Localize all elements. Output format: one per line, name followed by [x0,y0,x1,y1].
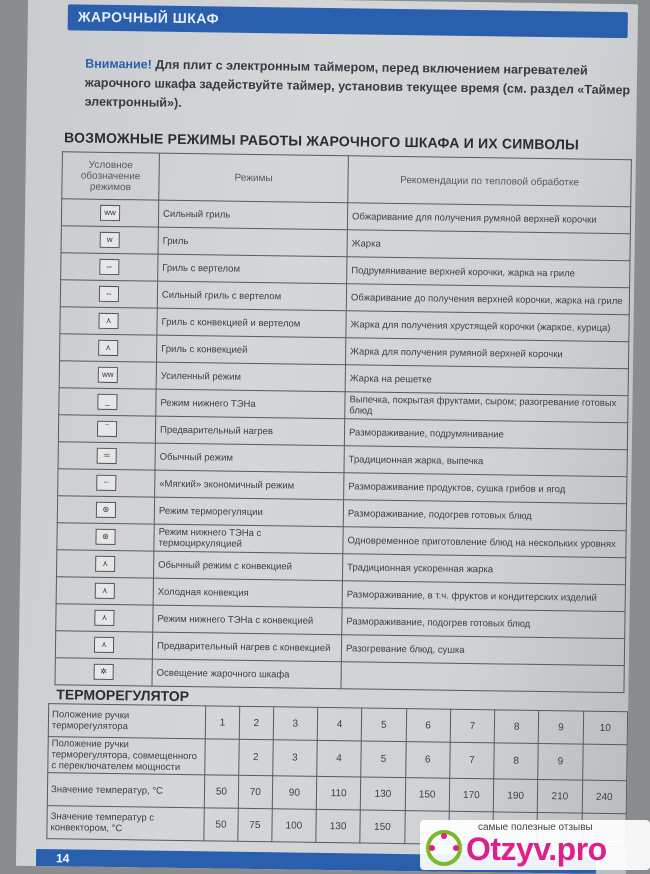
modes-section-title: ВОЗМОЖНЫЕ РЕЖИМЫ РАБОТЫ ЖАРОЧНОГО ШКАФА И ИХ СИМВОЛЫ [64,129,580,153]
thermostat-value-cell: 2 [239,739,273,775]
thermostat-value-cell: 190 [493,779,538,813]
mode-recommendation-cell: Размораживание, подогрев готовых блюд [342,608,625,639]
grill-convection-icon: ⋏ [98,340,118,356]
thermostat-value-cell: 150 [405,778,450,812]
attention-text: Для плит с электронным таймером, перед включением нагревателей жарочного шкафа задействуйте таймер, установив текущее время (см. раздел «Таймер электронный»). [84,57,631,110]
mode-name-cell: Холодная конвекция [153,578,342,608]
watermark-tagline: самые полезные отзывы [478,822,593,833]
mode-column-header: Режимы [159,153,349,203]
thermostat-row-label: Значение температур с конвектором, °С [47,806,204,841]
normal-convection-icon: ⋏ [95,556,115,572]
mode-recommendation-cell: Размораживание продуктов, сушка грибов и ягод [344,473,627,504]
thermostat-value-cell [582,744,627,781]
mode-symbol-cell [61,199,158,227]
thermostat-value-cell: 210 [538,779,583,813]
mode-name-cell: Гриль с конвекцией и вертелом [157,308,346,338]
mode-name-cell: Сильный гриль с вертелом [157,281,346,311]
grill-convection-spit-icon: ⋏ [98,313,118,329]
recommendation-column-header: Рекомендации по тепловой обработке [348,156,632,207]
mode-name-cell: Предварительный нагрев с конвекцией [152,632,341,662]
mode-name-cell: Освещение жарочного шкафа [152,659,341,689]
oven-light-icon: ✲ [94,664,114,680]
thermostat-value-cell: 9 [538,743,583,780]
mode-symbol-cell [58,415,155,443]
manual-page [16,0,638,874]
watermark [420,820,650,870]
mode-symbol-cell [61,226,158,254]
thermostat-value-cell: 5 [362,708,407,742]
mode-recommendation-cell: Подрумянивание верхней корочки, жарка на гриле [347,257,630,288]
modes-table-header [62,152,632,207]
thermostat-row-label: Положение ручки терморегулятора [48,704,205,739]
thermostat-value-cell: 90 [272,776,317,810]
attention-label: Внимание! [85,56,152,72]
thermostat-value-cell: 110 [316,776,361,810]
mode-name-cell: Обычный режим [155,443,344,473]
mode-recommendation-cell: Обжаривание до получения верхней корочки, жарка на гриле [346,284,629,315]
mode-recommendation-cell: Размораживание, подрумянивание [344,419,627,450]
mode-name-cell: Режим нижнего ТЭНа с термоциркуляцией [154,524,343,554]
mode-recommendation-cell: Размораживание, подогрев готовых блюд [343,500,626,531]
mode-symbol-cell [56,550,153,578]
thermostat-value-cell: 3 [273,707,318,741]
thermostat-value-cell [205,739,239,775]
symbol-column-header: Условное обозначение режимов [62,152,160,200]
thermostat-value-cell: 100 [272,809,317,843]
thermostat-value-cell: 70 [238,775,272,808]
mode-symbol-cell [59,388,156,416]
thermostat-row-label: Значение температур, °С [47,773,204,808]
modes-table [54,151,631,693]
thermostat-section-title: ТЕРМОРЕГУЛЯТОР [56,686,190,705]
mode-symbol-cell [60,307,157,335]
mode-name-cell: Гриль с конвекцией [157,335,346,365]
page-number: 14 [55,851,70,866]
mode-symbol-cell [58,469,155,497]
thermostat-value-cell: 130 [361,777,406,811]
mode-symbol-cell [57,496,154,524]
mode-symbol-cell [59,361,156,389]
mode-recommendation-cell: Жарка [347,230,630,261]
thermostat-value-cell: 2 [239,706,273,739]
thermostat-value-cell: 6 [405,742,450,779]
mode-symbol-cell [60,334,157,362]
thermostat-row-label: Положение ручки терморегулятора, совмещенного с переключателем мощности [48,737,205,775]
mode-symbol-cell [55,631,152,659]
mode-symbol-cell [58,442,155,470]
mode-name-cell: Гриль [158,227,347,257]
thermostat-value-cell: 5 [361,741,406,778]
grill-icon: ᴡ [100,232,120,248]
mode-name-cell: Режим нижнего ТЭНа [156,389,345,419]
mode-symbol-cell [57,523,154,551]
mode-recommendation-cell: Традиционная жарка, выпечка [344,446,627,477]
mode-recommendation-cell: Одновременное приготовление блюд на нескольких уровнях [343,527,626,558]
cold-convection-icon: ⋏ [95,583,115,599]
bottom-heater-recirculation-icon: ⊛ [95,529,115,545]
thermoregulation-icon: ⊛ [96,502,116,518]
thermostat-value-cell: 8 [494,710,539,744]
mode-symbol-cell [56,577,153,605]
mode-recommendation-cell: Жарка на решетке [345,365,628,396]
thermostat-value-cell: 50 [204,775,238,808]
mode-name-cell: Режим нижнего ТЭНа с конвекцией [153,605,342,635]
thermostat-value-cell: 150 [360,810,405,844]
enhanced-mode-icon: ᴡᴡ [98,367,118,383]
header-bar [68,4,628,38]
mode-recommendation-cell: Жарка для получения хрустящей корочки (жаркое, курица) [346,311,629,342]
thermostat-value-cell: 1 [205,706,239,739]
mode-recommendation-cell: Выпечка, покрытая фруктами, сыром; разогревание готовых блюд [345,392,628,423]
mode-name-cell: Режим терморегуляции [154,497,343,527]
strong-grill-spit-icon: ⇔ [99,286,119,302]
mode-symbol-cell [55,658,152,686]
mode-name-cell: «Мягкий» экономичный режим [155,470,344,500]
thermostat-value-cell: 4 [317,707,362,741]
mode-symbol-cell [61,253,158,281]
thermostat-value-cell: 50 [204,808,238,841]
thermostat-value-cell: 7 [450,742,495,779]
thermostat-value-cell: 75 [238,808,272,841]
thermostat-value-cell: 7 [450,709,495,743]
thermostat-value-cell: 170 [449,778,494,812]
mode-recommendation-cell: Разогревание блюд, сушка [341,635,624,666]
bottom-heater-icon: _ [97,394,117,410]
thermostat-value-cell: 130 [316,809,361,843]
page-title: ЖАРОЧНЫЙ ШКАФ [77,8,220,27]
thermostat-value-cell: 240 [582,780,627,814]
mode-name-cell: Усиленный режим [156,362,345,392]
mode-recommendation-cell: Обжаривание для получения румяной верхней корочки [347,203,630,234]
preheat-convection-icon: ⋏ [94,637,114,653]
preheat-icon: ‾ [97,421,117,437]
mode-name-cell: Обычный режим с конвекцией [153,551,342,581]
thermostat-value-cell: 6 [406,709,451,743]
mode-name-cell: Предварительный нагрев [155,416,344,446]
watermark-logo-icon [426,830,462,866]
thermostat-value-cell: 3 [272,740,317,777]
mode-symbol-cell [60,280,157,308]
thermostat-value-cell: 4 [317,740,362,777]
mode-recommendation-cell [341,662,624,693]
mode-name-cell: Сильный гриль [158,200,347,230]
grill-spit-icon: ⇔ [99,259,119,275]
thermostat-value-cell: 10 [583,711,628,745]
attention-notice [84,55,638,120]
thermostat-value-cell: 8 [494,743,539,780]
strong-grill-icon: ᴡᴡ [100,205,120,221]
mode-recommendation-cell: Размораживание, в т.ч. фруктов и кондитерских изделий [342,581,625,612]
normal-mode-icon: ═ [97,448,117,464]
mode-recommendation-cell: Жарка для получения румяной верхней корочки [345,338,628,369]
watermark-brand: Otzyv.pro [466,831,607,867]
bottom-heater-convection-icon: ⋏ [94,610,114,626]
thermostat-value-cell: 9 [539,710,584,744]
soft-eco-mode-icon: ┈ [96,475,116,491]
mode-recommendation-cell: Традиционная ускоренная жарка [342,554,625,585]
mode-symbol-cell [56,604,153,632]
mode-name-cell: Гриль с вертелом [158,254,347,284]
